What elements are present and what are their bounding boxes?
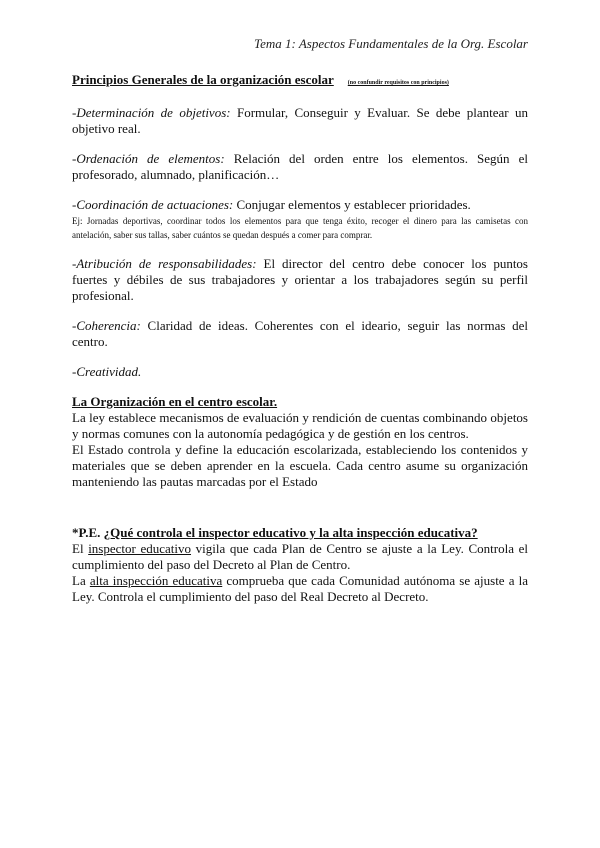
principio-text: El director del centro debe conocer los puntos fuertes y débiles de sus trabajadores y orientar a los trabajadores según su perfil profesional. <box>72 256 528 303</box>
pregunta-prefix: *P.E. <box>72 525 104 540</box>
principio-label: -Creatividad. <box>72 364 142 379</box>
page-header: Tema 1: Aspectos Fundamentales de la Org. Escolar <box>254 36 528 51</box>
principio-label: -Ordenación de elementos: <box>72 151 225 166</box>
document-body <box>72 72 528 605</box>
pregunta-title <box>72 525 528 541</box>
respuesta-inspector: El inspector educativo vigila que cada Plan de Centro se ajuste a la Ley. Controla el cumplimiento del paso del Decreto al Plan de Centro. <box>72 541 528 572</box>
term-alta-inspeccion: alta inspección educativa <box>89 573 223 588</box>
principio-text: Claridad de ideas. Coherentes con el ideario, seguir las normas del centro. <box>72 318 528 349</box>
section-principios-title: Principios Generales de la organización escolar (no confundir requisitos con principios) <box>72 72 449 87</box>
principio-coordinacion <box>72 197 528 242</box>
principio-ordenacion <box>72 151 528 183</box>
principio-label: -Determinación de objetivos: <box>72 105 231 120</box>
principio-label: -Atribución de responsabilidades: <box>72 256 257 271</box>
organizacion-paragraph-2: El Estado controla y define la educación escolarizada, estableciendo los contenidos y materiales que se deben aprender en la escuela. Cada centro asume su organización manteniendo las pautas marcadas por el Estado <box>72 442 528 489</box>
section-pregunta <box>72 525 528 605</box>
organizacion-paragraph-1: La ley establece mecanismos de evaluación y rendición de cuentas combinando objetos y normas comunes con la autonomía pedagógica y de gestión en los centros. <box>72 410 528 441</box>
principio-label: -Coherencia: <box>72 318 141 333</box>
principio-objetivos <box>72 105 528 137</box>
principios-note: (no confundir requisitos con principios) <box>347 80 449 86</box>
pregunta-text: ¿Qué controla el inspector educativo y la alta inspección educativa? <box>103 525 478 540</box>
section-organizacion-title: La Organización en el centro escolar. <box>72 394 278 409</box>
principio-text: Conjugar elementos y establecer prioridades. <box>233 197 471 212</box>
principio-atribucion <box>72 256 528 304</box>
principio-label: -Coordinación de actuaciones: <box>72 197 234 212</box>
principio-creatividad <box>72 364 528 380</box>
principio-coherencia <box>72 318 528 350</box>
respuesta-alta-inspeccion: La alta inspección educativa comprueba que cada Comunidad autónoma se ajuste a la Ley. Controla el cumplimiento del paso del Real Decreto al Decreto. <box>72 573 528 604</box>
principio-text: Formular, Conseguir y Evaluar. Se debe plantear un objetivo real. <box>72 105 528 136</box>
coordinacion-example: Ej: Jornadas deportivas, coordinar todos los elementos para que tenga éxito, recoger el dinero para las camisetas con antelación, saber sus tallas, saber cuántos se quedan después a comer para comprar. <box>72 216 528 240</box>
principio-text: Relación del orden entre los elementos. Según el profesorado, alumnado, planificación… <box>72 151 528 182</box>
section-organizacion <box>72 394 528 490</box>
term-inspector-educativo: inspector educativo <box>88 541 192 556</box>
